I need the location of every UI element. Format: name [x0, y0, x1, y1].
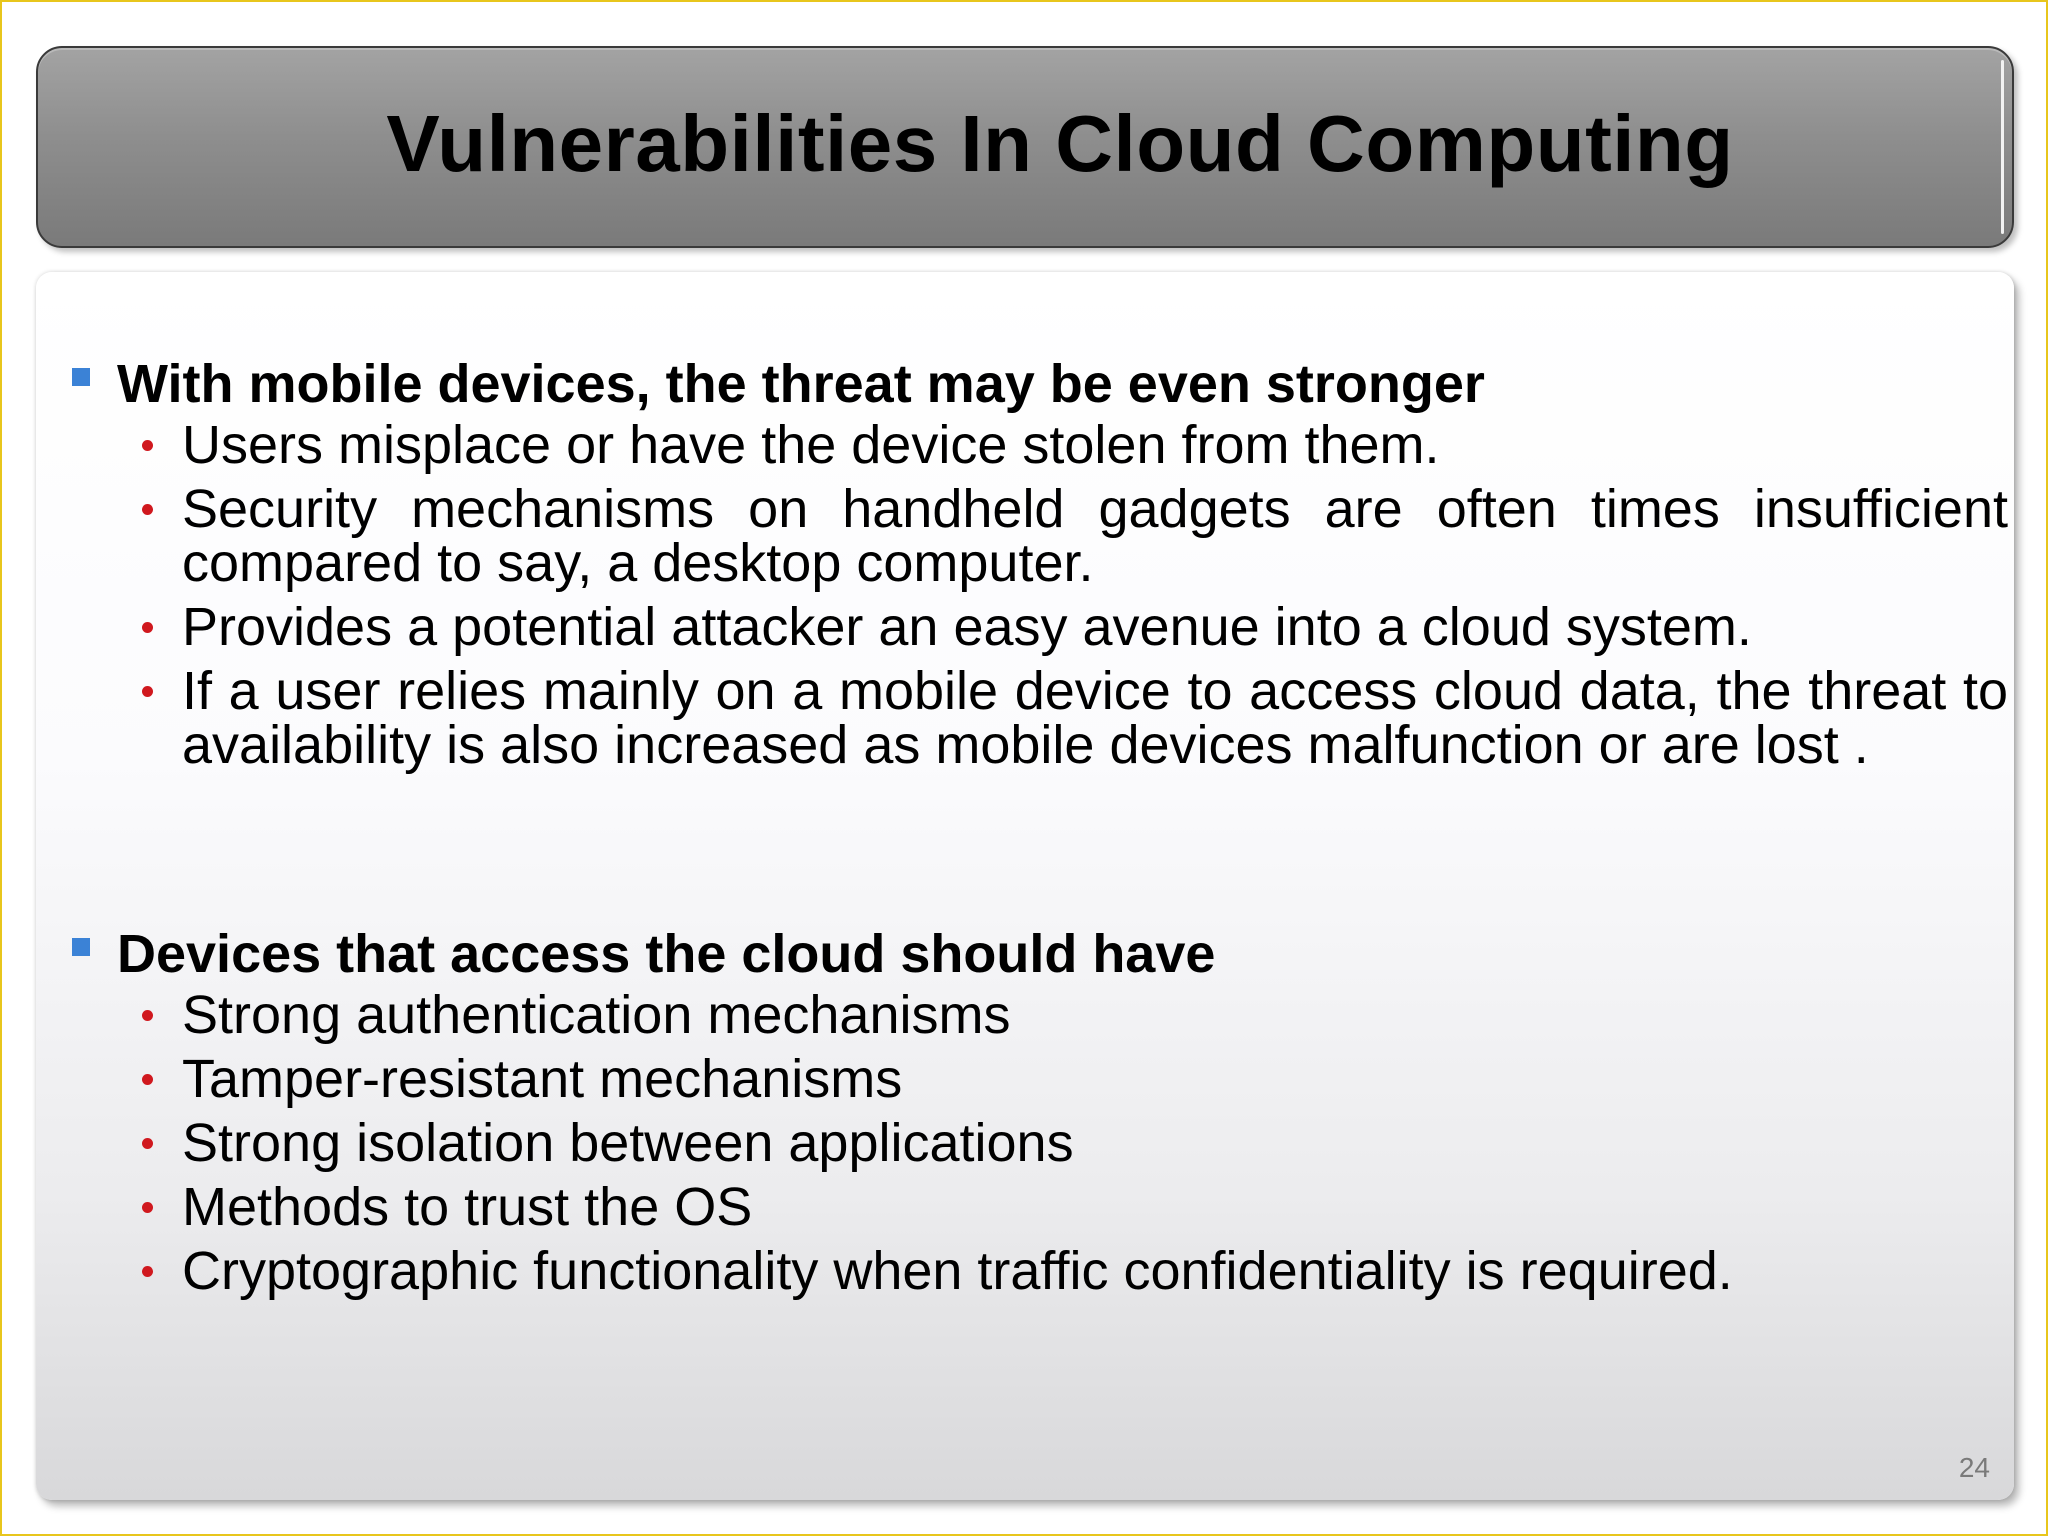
sub-bullet-item [36, 479, 2014, 593]
sub-bullet-text: Cryptographic functionality when traffic confidentiality is required. [182, 1241, 1733, 1301]
dot-bullet-icon [142, 504, 153, 515]
dot-bullet-icon [142, 686, 153, 697]
sub-bullet-item [36, 415, 2014, 475]
sub-bullet-text: Strong authentication mechanisms [182, 985, 1011, 1045]
dot-bullet-icon [142, 1074, 153, 1085]
page-number: 24 [1958, 1452, 1990, 1483]
sub-bullet-text: Strong isolation between applications [182, 1113, 1074, 1173]
main-bullet [36, 922, 2014, 986]
dot-bullet-icon [142, 1202, 153, 1213]
sub-bullet-list [36, 415, 2014, 775]
dot-bullet-icon [142, 1266, 153, 1277]
sub-bullet-list [36, 985, 2014, 1301]
bullet-section-device-requirements [36, 922, 2014, 1308]
main-bullet-text: With mobile devices, the threat may be even stronger [117, 354, 1485, 414]
dot-bullet-icon [142, 1138, 153, 1149]
square-bullet-icon [72, 938, 90, 956]
sub-bullet-text: If a user relies mainly on a mobile device to access cloud data, the threat to availability is also increased as mobile devices malfunction or are lost . [182, 661, 2008, 775]
sub-bullet-text: Provides a potential attacker an easy avenue into a cloud system. [182, 597, 1752, 657]
sub-bullet-text: Users misplace or have the device stolen from them. [182, 415, 1440, 475]
title-bar [36, 46, 2014, 248]
square-bullet-icon [72, 368, 90, 386]
sub-bullet-item [36, 597, 2014, 657]
sub-bullet-item [36, 1049, 2014, 1109]
sub-bullet-text: Methods to trust the OS [182, 1177, 753, 1237]
slide-title: Vulnerabilities In Cloud Computing [386, 99, 1734, 188]
main-bullet [36, 352, 2014, 416]
content-panel [36, 272, 2014, 1500]
main-bullet-text: Devices that access the cloud should have [117, 924, 1216, 984]
bullet-section-mobile-threats [36, 352, 2014, 782]
dot-bullet-icon [142, 622, 153, 633]
sub-bullet-item [36, 661, 2014, 775]
sub-bullet-item [36, 1241, 2014, 1301]
dot-bullet-icon [142, 440, 153, 451]
sub-bullet-text: Security mechanisms on handheld gadgets are often times insufficient compared to say, a desktop computer. [182, 479, 2008, 593]
sub-bullet-item [36, 1113, 2014, 1173]
sub-bullet-text: Tamper-resistant mechanisms [182, 1049, 903, 1109]
sub-bullet-item [36, 985, 2014, 1045]
dot-bullet-icon [142, 1010, 153, 1021]
sub-bullet-item [36, 1177, 2014, 1237]
